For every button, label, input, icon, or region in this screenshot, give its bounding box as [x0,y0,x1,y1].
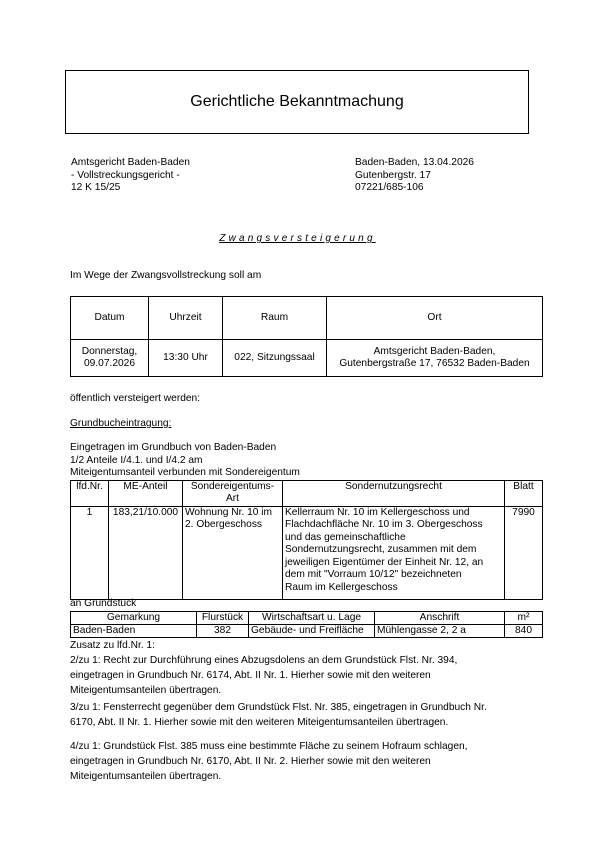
header-area: m² [505,612,543,625]
court-department: - Vollstreckungsgericht - [71,169,180,181]
header-share: ME-Anteil [109,481,183,507]
header-special-use: Sondernutzungsrecht [283,481,505,507]
property-table [70,480,543,600]
appointment-location: Amtsgericht Baden-Baden, Gutenbergstraße 17, 76532 Baden-Baden [327,340,543,377]
court-name: Amtsgericht Baden-Baden [71,157,190,168]
intro-text: Im Wege der Zwangsvollstreckung soll am [70,270,262,281]
header-use-location: Wirtschaftsart u. Lage [249,612,375,625]
header-date: Datum [71,297,149,340]
appointment-room: 022, Sitzungssaal [223,340,327,377]
cell-type: Wohnung Nr. 10 im 2. Obergeschoss [183,506,283,599]
place-date: Baden-Baden, 13.04.2026 [355,157,474,168]
cell-nr: 1 [71,506,109,599]
table-header-row [71,612,543,625]
place-date-block [355,157,474,195]
header-room: Raum [223,297,327,340]
land-register-heading: Grundbucheintragung: [70,418,172,429]
file-number: 12 K 15/25 [71,182,121,193]
table-header-row [71,297,543,340]
header-parcel: Flurstück [197,612,249,625]
street: Gutenbergstr. 17 [355,169,431,181]
header-type: Sondereigentums- Art [183,481,283,507]
table-row [71,506,543,599]
header-time: Uhrzeit [149,297,223,340]
phone: 07221/685-106 [355,182,424,193]
cell-area: 840 [505,625,543,638]
plot-label: an Grundstück [70,598,137,609]
auction-text: öffentlich versteigert werden: [70,393,201,404]
cell-district: Baden-Baden [71,625,197,638]
appointment-date: Donnerstag, 09.07.2026 [71,340,149,377]
header-nr: lfd.Nr. [71,481,109,507]
title-box [65,70,529,134]
table-header-row [71,481,543,507]
addendum-item: 3/zu 1: Fensterrecht gegenüber dem Grundstück Flst. Nr. 385, eingetragen in Grundbuch Nr. 6170, Abt. II Nr. 1. Hierher sowie mit den weiteren Miteigentumsanteilen übertragen. [70,702,487,728]
addendum-heading: Zusatz zu lfd.Nr. 1: [70,640,155,651]
header-district: Gemarkung [71,612,197,625]
cell-share: 183,21/10.000 [109,506,183,599]
land-register-line: Miteigentumsanteil verbunden mit Sondereigentum [70,467,300,478]
cell-use-location: Gebäude- und Freifläche [249,625,375,638]
addendum-item: 2/zu 1: Recht zur Durchführung eines Abzugsdolens an dem Grundstück Flst. Nr. 394, eingetragen in Grundbuch Nr. 6174, Abt. II Nr. 1. Hierher sowie mit den weiteren Miteigentumsanteilen übertragen. [70,655,458,696]
header-sheet: Blatt [505,481,543,507]
cell-parcel: 382 [197,625,249,638]
header-address: Anschrift [375,612,505,625]
land-register-lines [70,442,300,480]
addendum-item: 4/zu 1: Grundstück Flst. 385 muss eine bestimmte Fläche zu seinem Hofraum schlagen, eingetragen in Grundbuch Nr. 6170, Abt. II Nr. 2. Hierher sowie mit den weiteren Miteigentumsanteilen übertragen. [70,741,468,782]
land-register-line: Eingetragen im Grundbuch von Baden-Baden [70,442,277,453]
header-location: Ort [327,297,543,340]
land-register-line: 1/2 Anteile I/4.1. und I/4.2 am [70,454,203,466]
cell-sheet: 7990 [505,506,543,599]
court-address [71,157,190,195]
headline: Zwangsversteigerung [219,233,376,244]
appointment-table [70,296,543,377]
page-title: Gerichtliche Bekanntmachung [190,93,404,111]
appointment-time: 13:30 Uhr [149,340,223,377]
table-row [71,625,543,638]
cell-special-use: Kellerraum Nr. 10 im Kellergeschoss und Flachdachfläche Nr. 10 im 3. Obergeschoss und das gemeinschaftliche Sondernutzungsrecht, zusammen mit dem jeweiligen Eigentümer der Einheit Nr. 12, an dem mit "Vorraum 10/12" bezeichneten Raum im Kellergeschoss [283,506,505,599]
plot-table [70,611,543,638]
cell-address: Mühlengasse 2, 2 a [375,625,505,638]
table-row [71,340,543,377]
